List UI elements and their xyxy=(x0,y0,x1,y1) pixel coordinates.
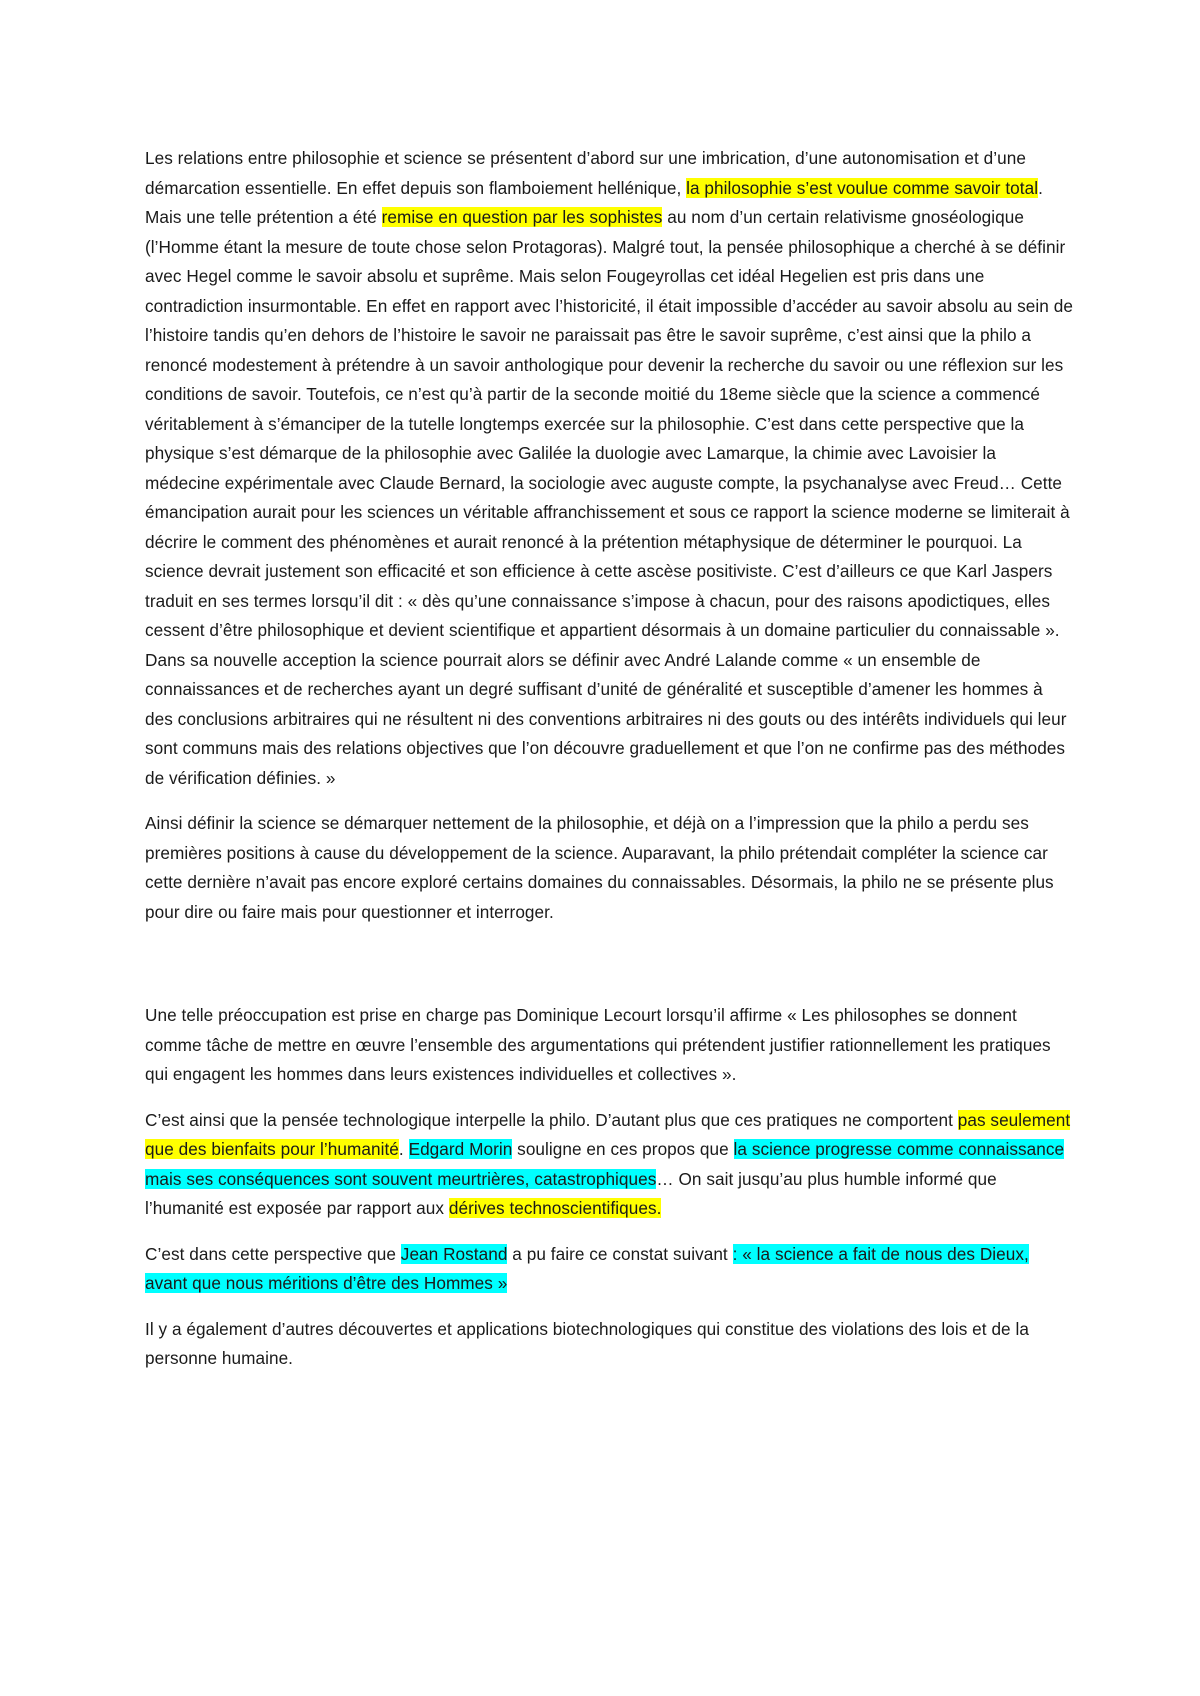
highlight-yellow: dérives technoscientifiques. xyxy=(448,1198,662,1218)
text-segment: Les relations entre philosophie et science se présentent d’abord sur une imbrication, d’une autonomisation et d’une démarcation essentielle. En effet depuis son flamboiement hellénique, xyxy=(145,148,1026,198)
paragraph-biotech xyxy=(145,1315,1073,1374)
highlight-yellow: pas seulement que des bienfaits pour l’humanité xyxy=(145,1109,1071,1159)
highlight-cyan: la science progresse comme connaissance mais ses conséquences sont souvent meurtrières, catastrophiques xyxy=(145,1139,1065,1189)
text-segment: C’est ainsi que la pensée technologique interpelle la philo. D’autant plus que ces pratiques ne comportent xyxy=(145,1109,958,1130)
document-page xyxy=(145,144,1073,1390)
highlight-cyan: : « la science a fait de nous des Dieux, avant que nous méritions d’être des Hommes » xyxy=(145,1243,1029,1293)
text-segment: Une telle préoccupation est prise en charge pas Dominique Lecourt lorsqu’il affirme « Les philosophes se donnent comme tâche de mettre en œuvre l’ensemble des argumentations qui prétendent justifier rationnellement les pratiques qui engagent les hommes dans leurs existences individuelles et collectives ». xyxy=(145,1005,1051,1084)
highlight-cyan: Jean Rostand xyxy=(400,1243,508,1264)
text-segment: Il y a également d’autres découvertes et applications biotechnologiques qui constitue des violations des lois et de la personne humaine. xyxy=(145,1318,1029,1368)
text-segment: C’est dans cette perspective que xyxy=(145,1243,401,1264)
text-segment: … On sait jusqu’au plus humble informé que l’humanité est exposée par rapport aux xyxy=(145,1168,997,1218)
blank-line xyxy=(145,943,1073,1001)
paragraph-rostand xyxy=(145,1240,1073,1299)
text-segment: Ainsi définir la science se démarquer nettement de la philosophie, et déjà on a l’impression que la philo a perdu ses premières positions à cause du développement de la science. Auparavant, la philo prétendait compléter la science car cette dernière n’avait pas encore exploré certains domaines du connaissables. Désormais, la philo ne se présente plus pour dire ou faire mais pour questionner et interroger. xyxy=(145,813,1054,922)
highlight-yellow: la philosophie s’est voulue comme savoir total xyxy=(686,177,1039,198)
text-segment: . Mais une telle prétention a été xyxy=(145,177,1043,227)
paragraph-intro xyxy=(145,144,1073,793)
paragraph-technologique xyxy=(145,1106,1073,1224)
text-segment: au nom d’un certain relativisme gnoséologique (l’Homme étant la mesure de toute chose selon Protagoras). Malgré tout, la pensée philosophique a cherché à se définir avec Hegel comme le savoir absolu et suprême. Mais selon Fougeyrollas cet idéal Hegelien est pris dans une contradiction insurmontable. En effet en rapport avec l’historicité, il était impossible d’accéder au savoir absolu au sein de l’histoire tandis qu’en dehors de l’histoire le savoir ne paraissait pas être le savoir suprême, c’est ainsi que la philo a renoncé modestement à prétendre à un savoir anthologique pour devenir la recherche du savoir ou une réflexion sur les conditions de savoir. Toutefois, ce n’est qu’à partir de la seconde moitié du 18eme siècle que la science a commencé véritablement à s’émanciper de la tutelle longtemps exercée sur la philosophie. C’est dans cette perspective que la physique s’est démarque de la philosophie avec Galilée la duologie avec Lamarque, la chimie avec Lavoisier la médecine expérimentale avec Claude Bernard, la sociologie avec auguste compte, la psychanalyse avec Freud… Cette émancipation aurait pour les sciences un véritable affranchissement et sous ce rapport la science moderne se limiterait à décrire le comment des phénomènes et aurait renoncé à la prétention métaphysique de déterminer le pourquoi. La science devrait justement son efficacité et son efficience à cette ascèse positiviste. C’est d’ailleurs ce que Karl Jaspers traduit en ses termes lorsqu’il dit : « dès qu’une connaissance s’impose à chacun, pour des raisons apodictiques, elles cessent d’être philosophique et devient scientifique et appartient désormais à un domaine particulier du connaissable ». Dans sa nouvelle acception la science pourrait alors se définir avec André Lalande comme « un ensemble de connaissances et de recherches ayant un degré suffisant d’unité de généralité et susceptible d’amener les hommes à des conclusions arbitraires qui ne résultent ni des conventions arbitraires ni des gouts ou des intérêts individuels qui leur sont communs mais des relations objectives que l’on découvre graduellement et que l’on ne confirme pas des méthodes de vérification définies. » xyxy=(145,207,1073,788)
text-segment: a pu faire ce constat suivant xyxy=(507,1243,733,1264)
paragraph-lecourt xyxy=(145,1001,1073,1090)
text-segment: . xyxy=(398,1139,409,1159)
text-segment: souligne en ces propos que xyxy=(512,1139,734,1159)
highlight-cyan: Edgard Morin xyxy=(408,1139,513,1159)
paragraph-ainsi xyxy=(145,809,1073,927)
highlight-yellow: remise en question par les sophistes xyxy=(381,207,663,227)
